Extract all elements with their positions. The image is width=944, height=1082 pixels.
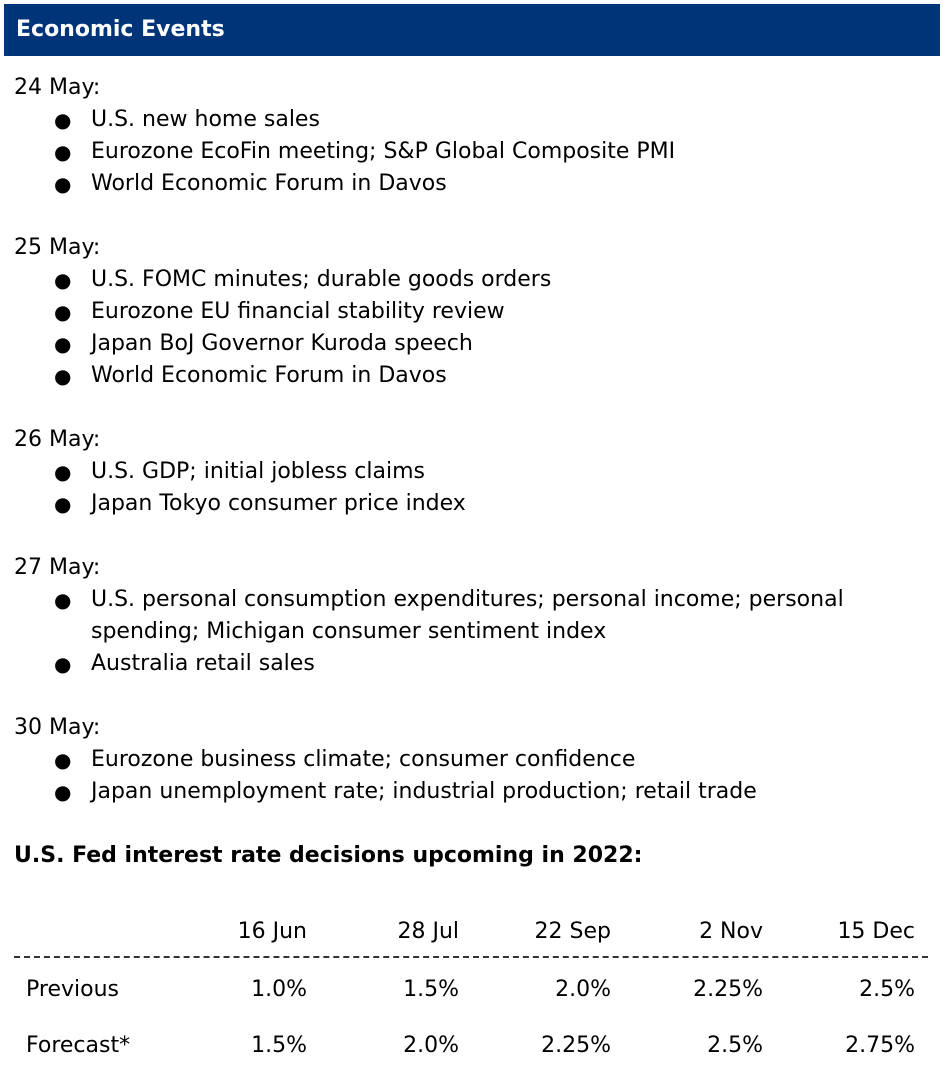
table-header-row	[14, 912, 928, 952]
bullet-icon: ●	[54, 748, 72, 772]
list-item	[14, 648, 934, 680]
bullet-icon: ●	[54, 588, 72, 612]
list-item	[14, 136, 934, 168]
event-text: U.S. FOMC minutes; durable goods orders	[91, 267, 552, 292]
day-label: 30 May:	[14, 715, 101, 740]
bullet-icon: ●	[54, 492, 72, 516]
list-item	[14, 456, 934, 488]
day-group	[14, 552, 934, 680]
table-row	[14, 970, 928, 1026]
table-cell: 2.75%	[845, 1033, 915, 1058]
event-text: Eurozone EcoFin meeting; S&P Global Composite PMI	[91, 139, 676, 164]
column-header: 16 Jun	[237, 919, 307, 944]
bullet-icon: ●	[54, 300, 72, 324]
day-group	[14, 424, 934, 520]
bullet-icon: ●	[54, 780, 72, 804]
event-text: U.S. personal consumption expenditures; personal income; personal spending; Michigan consumer sentiment index	[91, 587, 844, 644]
event-text: World Economic Forum in Davos	[91, 171, 447, 196]
list-item	[14, 328, 934, 360]
dashed-divider	[14, 956, 928, 958]
row-label: Previous	[26, 977, 119, 1002]
table-row	[14, 1026, 928, 1082]
list-item	[14, 584, 934, 648]
day-label: 27 May:	[14, 555, 101, 580]
day-label: 25 May:	[14, 235, 101, 260]
row-label: Forecast*	[26, 1033, 131, 1058]
day-label: 26 May:	[14, 427, 101, 452]
table-cell: 2.5%	[859, 977, 915, 1002]
fed-decisions-title: U.S. Fed interest rate decisions upcoming in 2022:	[14, 843, 643, 868]
list-item	[14, 104, 934, 136]
table-cell: 1.5%	[403, 977, 459, 1002]
bullet-icon: ●	[54, 332, 72, 356]
event-text: Japan unemployment rate; industrial production; retail trade	[91, 779, 757, 804]
day-label: 24 May:	[14, 75, 101, 100]
column-header: 22 Sep	[534, 919, 611, 944]
table-cell: 2.0%	[555, 977, 611, 1002]
list-item	[14, 776, 934, 808]
bullet-icon: ●	[54, 460, 72, 484]
list-item	[14, 296, 934, 328]
day-group	[14, 232, 934, 392]
column-header: 2 Nov	[699, 919, 763, 944]
bullet-icon: ●	[54, 140, 72, 164]
day-group	[14, 712, 934, 808]
event-text: Australia retail sales	[91, 651, 315, 676]
event-text: Eurozone business climate; consumer confidence	[91, 747, 636, 772]
table-cell: 2.25%	[693, 977, 763, 1002]
day-group	[14, 72, 934, 200]
bullet-icon: ●	[54, 364, 72, 388]
list-item	[14, 744, 934, 776]
event-text: World Economic Forum in Davos	[91, 363, 447, 388]
list-item	[14, 488, 934, 520]
bullet-icon: ●	[54, 652, 72, 676]
event-text: U.S. GDP; initial jobless claims	[91, 459, 425, 484]
column-header: 15 Dec	[837, 919, 915, 944]
list-item	[14, 168, 934, 200]
event-text: Japan Tokyo consumer price index	[91, 491, 466, 516]
fed-decisions-table	[14, 912, 928, 1082]
table-cell: 2.0%	[403, 1033, 459, 1058]
list-item	[14, 264, 934, 296]
section-title: Economic Events	[16, 17, 225, 42]
list-item	[14, 360, 934, 392]
table-cell: 2.25%	[541, 1033, 611, 1058]
event-text: Japan BoJ Governor Kuroda speech	[91, 331, 473, 356]
bullet-icon: ●	[54, 108, 72, 132]
bullet-icon: ●	[54, 268, 72, 292]
event-text: U.S. new home sales	[91, 107, 320, 132]
table-cell: 1.0%	[251, 977, 307, 1002]
table-cell: 2.5%	[707, 1033, 763, 1058]
economic-events-list	[14, 72, 934, 840]
column-header: 28 Jul	[397, 919, 459, 944]
bullet-icon: ●	[54, 172, 72, 196]
section-header	[4, 4, 940, 56]
table-cell: 1.5%	[251, 1033, 307, 1058]
event-text: Eurozone EU financial stability review	[91, 299, 505, 324]
